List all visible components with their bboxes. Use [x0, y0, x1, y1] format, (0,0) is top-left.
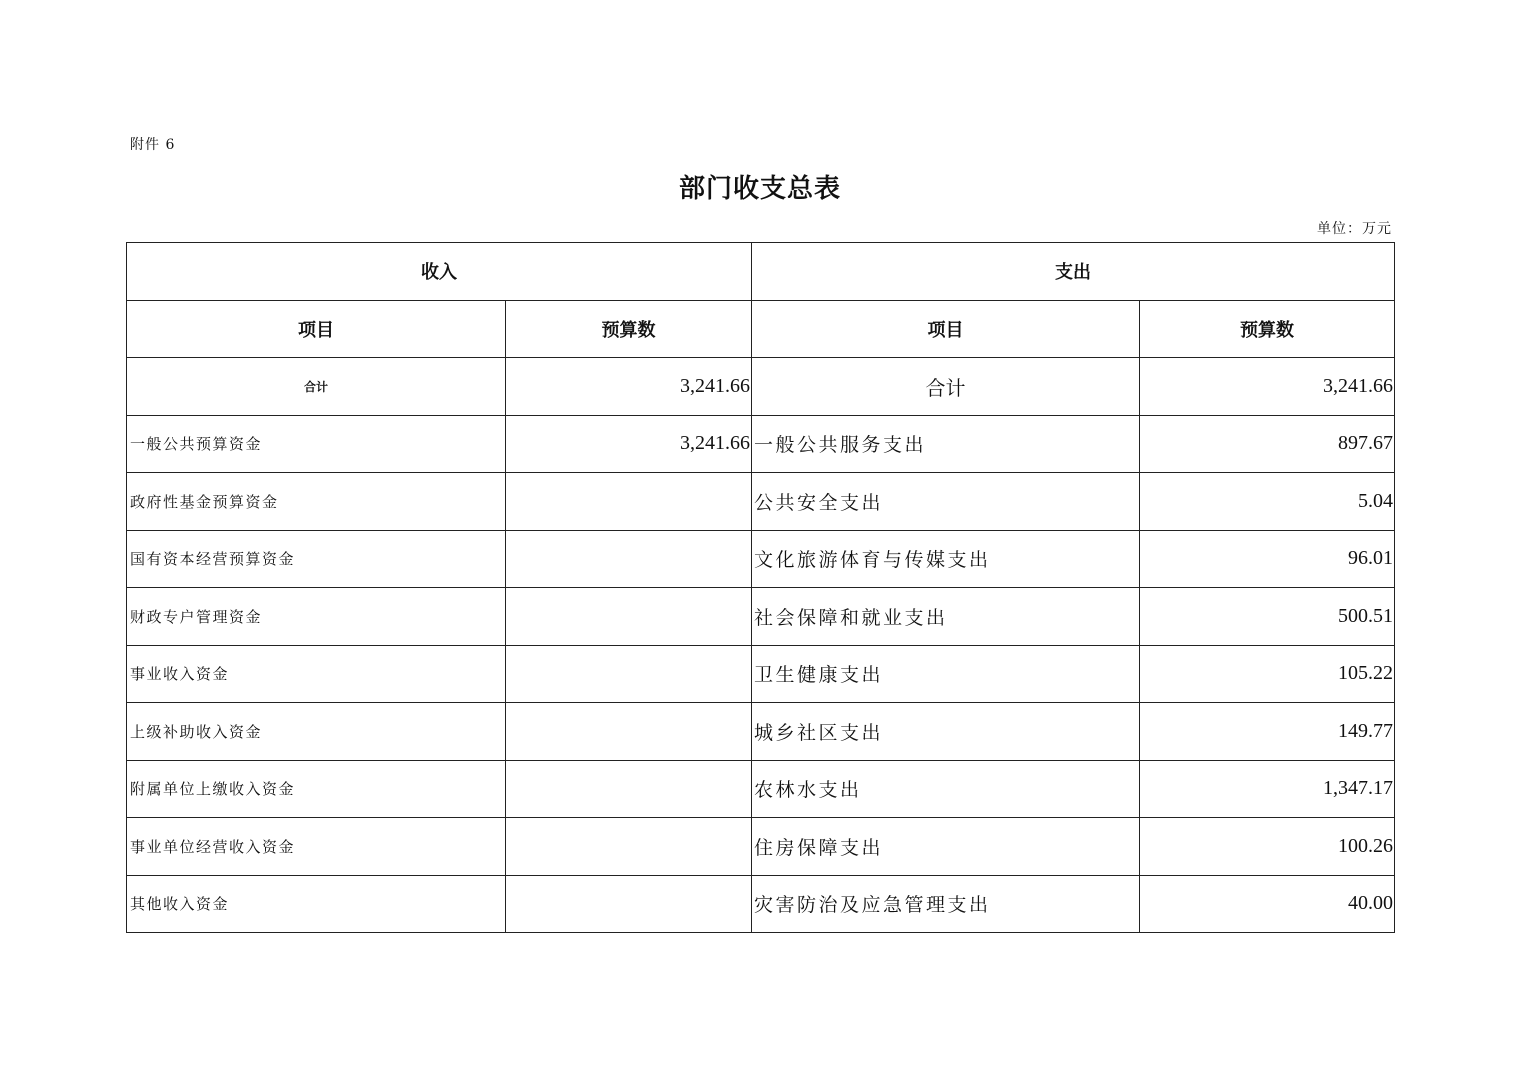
income-value: [506, 530, 752, 588]
expenditure-value: 5.04: [1140, 473, 1395, 531]
income-value: 3,241.66: [506, 415, 752, 473]
table-row: [127, 875, 1395, 933]
income-item: 事业单位经营收入资金: [127, 818, 506, 876]
expenditure-section-header: 支出: [752, 243, 1395, 301]
expenditure-item: 住房保障支出: [752, 818, 1140, 876]
expenditure-item: 一般公共服务支出: [752, 415, 1140, 473]
expenditure-value: 500.51: [1140, 588, 1395, 646]
expenditure-budget-header: 预算数: [1140, 300, 1395, 358]
expenditure-item: 城乡社区支出: [752, 703, 1140, 761]
expenditure-item: 灾害防治及应急管理支出: [752, 875, 1140, 933]
income-item: 国有资本经营预算资金: [127, 530, 506, 588]
column-header-row: [127, 300, 1395, 358]
budget-table: [126, 242, 1395, 933]
expenditure-value: 40.00: [1140, 875, 1395, 933]
income-item: 政府性基金预算资金: [127, 473, 506, 531]
expenditure-total-label: 合计: [752, 358, 1140, 416]
expenditure-item: 社会保障和就业支出: [752, 588, 1140, 646]
section-header-row: [127, 243, 1395, 301]
income-item: 附属单位上缴收入资金: [127, 760, 506, 818]
expenditure-item: 卫生健康支出: [752, 645, 1140, 703]
table-row: [127, 530, 1395, 588]
income-value: [506, 588, 752, 646]
expenditure-item: 文化旅游体育与传媒支出: [752, 530, 1140, 588]
income-value: [506, 760, 752, 818]
table-row: [127, 645, 1395, 703]
income-value: [506, 818, 752, 876]
expenditure-total-value: 3,241.66: [1140, 358, 1395, 416]
income-item: 其他收入资金: [127, 875, 506, 933]
attachment-label: 附件 6: [130, 137, 176, 153]
page-title: 部门收支总表: [678, 174, 841, 204]
income-item: 一般公共预算资金: [127, 415, 506, 473]
expenditure-item: 农林水支出: [752, 760, 1140, 818]
income-item: 事业收入资金: [127, 645, 506, 703]
expenditure-value: 897.67: [1140, 415, 1395, 473]
income-item-header: 项目: [127, 300, 506, 358]
expenditure-value: 149.77: [1140, 703, 1395, 761]
expenditure-item: 公共安全支出: [752, 473, 1140, 531]
table-row: [127, 703, 1395, 761]
table-row: [127, 818, 1395, 876]
table-row: [127, 760, 1395, 818]
table-row: [127, 415, 1395, 473]
expenditure-item-header: 项目: [752, 300, 1140, 358]
total-row: [127, 358, 1395, 416]
income-section-header: 收入: [127, 243, 752, 301]
income-item: 财政专户管理资金: [127, 588, 506, 646]
expenditure-value: 1,347.17: [1140, 760, 1395, 818]
income-item: 上级补助收入资金: [127, 703, 506, 761]
income-value: [506, 645, 752, 703]
income-budget-header: 预算数: [506, 300, 752, 358]
expenditure-value: 96.01: [1140, 530, 1395, 588]
income-value: [506, 703, 752, 761]
income-total-label: 合计: [127, 358, 506, 416]
table-row: [127, 588, 1395, 646]
expenditure-value: 100.26: [1140, 818, 1395, 876]
table-row: [127, 473, 1395, 531]
income-value: [506, 473, 752, 531]
income-value: [506, 875, 752, 933]
expenditure-value: 105.22: [1140, 645, 1395, 703]
unit-label: 单位：万元: [1317, 221, 1392, 237]
income-total-value: 3,241.66: [506, 358, 752, 416]
